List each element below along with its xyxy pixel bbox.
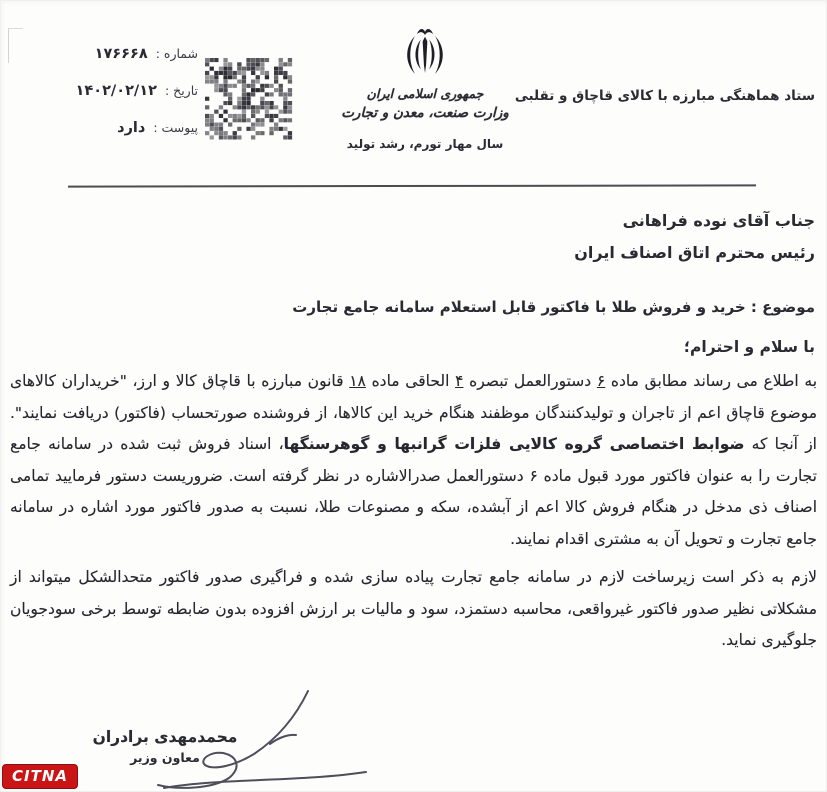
- letter-date-label: تاریخ :: [164, 83, 198, 98]
- letter-date-value: ۱۴۰۲/۰۲/۱۲: [75, 83, 157, 99]
- org-title: ستاد هماهنگی مبارزه با کالای قاچاق و تقلبی: [514, 88, 815, 104]
- emblem-block: [330, 24, 520, 151]
- ministry-name: وزارت صنعت، معدن و تجارت: [341, 105, 509, 121]
- header-divider: [68, 184, 756, 187]
- attachment-label: پیوست :: [153, 120, 198, 135]
- year-slogan: سال مهار تورم، رشد تولید: [346, 137, 504, 151]
- body-paragraph-1: به اطلاع می رساند مطابق ماده ۶ دستورالعمل تبصره ۴ الحاقی ماده ۱۸ قانون مبارزه با قاچاق کالا و ارز، "خریداران کالاهای موضوع قاچاق اعم از تاجران و تولیدکنندگان موظفند هنگام خرید این کالاها، از فروشنده صورتحساب (فاکتور) دریافت نمایند". از آنجا که ضوابط اختصاصی گروه کالایی فلزات گرانبها و گوهرسنگها، اسناد فروش ثبت شده در سامانه جامع تجارت را به عنوان فاکتور مورد قبول ماده ۶ دستورالعمل صدرالاشاره در نظر گرفته است. ضروریست دستور فرمایید تمامی اصناف ذی مدخل در هنگام فروش کالا اعم از آبشده، سکه و مصنوعات طلا، نسبت به صدور فاکتور مورد اشاره در سامانه جامع تجارت و تحویل آن به مشتری اقدام نمایند.: [10, 372, 818, 548]
- letter-date-row: [30, 83, 198, 99]
- letter-meta: [30, 46, 198, 157]
- body-paragraph-2: لازم به ذکر است زیرساخت لازم در سامانه جامع تجارت پیاده سازی شده و فراگیری صدور فاکتور متحدالشکل میتواند از مشکلاتی نظیر صدور فاکتور غیرواقعی، محاسبه دستمزد، سود و مالیات بر ارزش افزوده بدون ضابطه توسط برخی سودجویان جلوگیری نماید.: [10, 568, 817, 649]
- letter-number-value: ۱۷۶۶۶۸: [94, 46, 148, 62]
- citna-logo: CITNA: [2, 764, 78, 789]
- scan-corner-artifact: [8, 28, 23, 63]
- attachment-row: [30, 120, 198, 136]
- greeting: با سلام و احترام؛: [683, 338, 815, 356]
- qr-code: [205, 58, 293, 141]
- letter-body: [10, 366, 817, 664]
- recipient-name: جناب آقای نوده فراهانی: [622, 211, 815, 230]
- subject-line: موضوع : خرید و فروش طلا با فاکتور قابل استعلام سامانه جامع تجارت: [292, 298, 815, 316]
- letter-number-label: شماره :: [155, 46, 198, 61]
- signatory-name: محمدمهدی برادران: [92, 728, 238, 746]
- attachment-value: دارد: [117, 120, 146, 136]
- recipient-block: [574, 206, 815, 268]
- recipient-title: رئیس محترم اتاق اصناف ایران: [574, 243, 815, 262]
- iran-emblem-icon: [396, 24, 454, 84]
- signatory-title: معاون وزیر: [130, 750, 200, 765]
- letter-number-row: [30, 46, 198, 62]
- country-name: جمهوری اسلامی ایران: [366, 86, 484, 101]
- signature-block: [70, 728, 260, 765]
